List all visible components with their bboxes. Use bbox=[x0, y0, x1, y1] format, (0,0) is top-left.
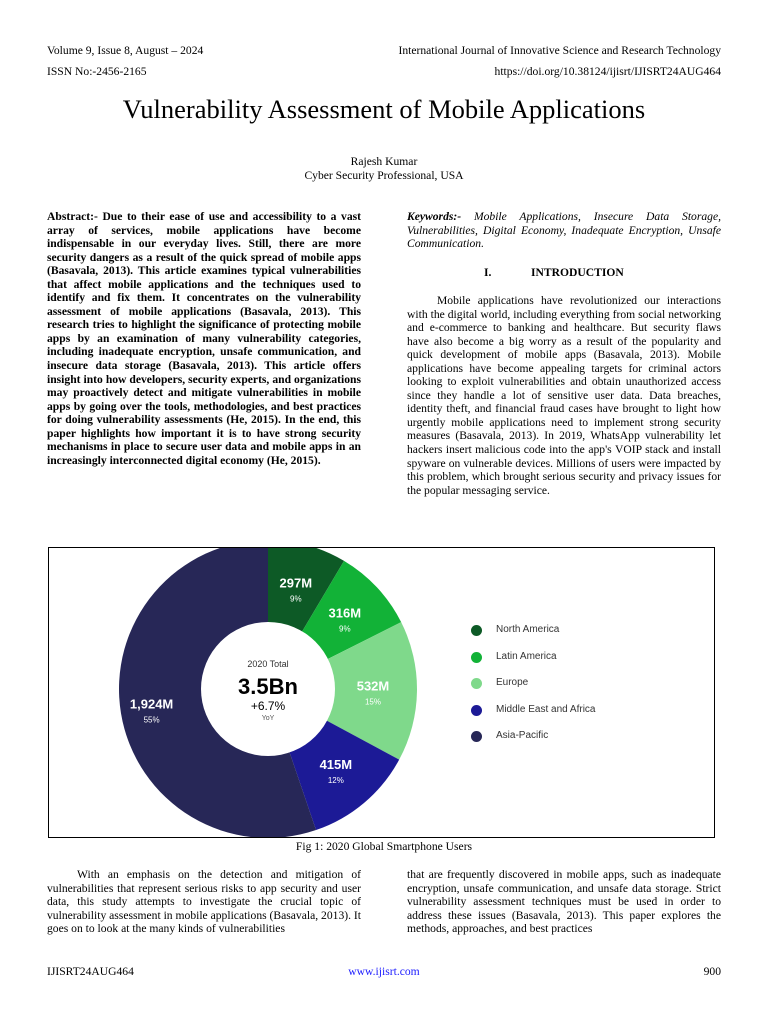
legend-swatch bbox=[471, 678, 482, 689]
slice-percent-label: 15% bbox=[364, 697, 381, 707]
footer-page-number: 900 bbox=[703, 965, 721, 978]
legend-item bbox=[496, 651, 557, 662]
slice-percent-label: 9% bbox=[339, 624, 351, 634]
legend-label: Europe bbox=[496, 677, 529, 688]
slice-value-label: 316M bbox=[328, 605, 362, 621]
legend-label: Middle East and Africa bbox=[496, 703, 596, 715]
header-journal: International Journal of Innovative Science and Research Technology bbox=[398, 44, 721, 57]
intro-paragraph: Mobile applications have revolutionized our interactions with the digital world, including everything from social networking and e-commerce to banking and healthcare. But security flaws have also become a big worry as a result of the popularity and quick development of mobile apps (Basavala, 2013). Mobile applications have become appealing targets for criminal actors looking to exploit vulnerabilities and obtain unauthorized access since they handle a lot of sensitive user data. Data breaches, identity theft, and financial fraud cases have brought to light how urgently mobile applications need to implement strong security measures (Basavala, 2013). In 2019, WhatsApp vulnerability let hackers insert malicious code into the app's VOIP stack and install spyware on vulnerable devices. Millions of users were impacted by this problem, which brought serious security and privacy issues for the popular messaging service. bbox=[407, 294, 721, 497]
keywords-text: Mobile Applications, Insecure Data Storage, Vulnerabilities, Digital Economy, Inadequate Encryption, Unsafe Communication. bbox=[407, 210, 721, 251]
legend-swatch bbox=[471, 705, 482, 716]
pie-chart bbox=[49, 548, 714, 837]
center-change-label: YoY bbox=[261, 715, 275, 722]
page-title: Vulnerability Assessment of Mobile Applications bbox=[122, 94, 646, 124]
header-volume: Volume 9, Issue 8, August – 2024 bbox=[47, 44, 204, 57]
legend-swatch bbox=[471, 731, 482, 742]
legend-label: Asia-Pacific bbox=[496, 730, 549, 741]
slice-percent-label: 9% bbox=[290, 594, 302, 604]
slice-value-label: 1,924M bbox=[129, 696, 174, 712]
section-number: I. bbox=[484, 266, 492, 279]
author-name: Rajesh Kumar bbox=[350, 155, 418, 168]
figure-chart bbox=[48, 547, 715, 838]
header-issn: ISSN No:-2456-2165 bbox=[47, 65, 147, 78]
slice-percent-label: 12% bbox=[327, 776, 344, 786]
bottom-right-paragraph: that are frequently discovered in mobile apps, such as inadequate encryption, unsafe communication, and unsafe data storage. Strict vulnerability assessment techniques must be used in order to address these issues (Basavala, 2013). This paper explores the methods, approaches, and best practices bbox=[407, 868, 721, 936]
bottom-left-paragraph: With an emphasis on the detection and mitigation of vulnerabilities that represent serious risks to app security and user data, this study attempts to investigate the crucial topic of vulnerability assessment in mobile applications (Basavala, 2013). It goes on to look at the many kinds of vulnerabilities bbox=[47, 868, 361, 936]
keywords bbox=[407, 210, 721, 251]
section-title: INTRODUCTION bbox=[531, 266, 624, 279]
legend-item bbox=[496, 677, 528, 688]
center-change: +6.7% bbox=[250, 699, 286, 713]
slice-value-label: 297M bbox=[279, 575, 313, 591]
abstract-label: Abstract:- bbox=[47, 210, 98, 223]
legend-item bbox=[496, 624, 559, 635]
abstract-text: Due to their ease of use and accessibility to a vast array of services, mobile applications have become indispensable in our everyday lives. Still, there are more security dangers as a result of the quick spread of mobile apps (Basavala, 2013). This article examines typical vulnerabilities that affect mobile applications and the techniques used to identify and fix them. It concentrates on the vulnerability assessment of mobile applications (Basavala, 2013). This research tries to highlight the significance of protecting mobile apps by an examination of many vulnerability categories, including inadequate encryption, unsafe communication, and insecure data storage (Basavala, 2013). This article offers insight into how developers, security experts, and organizations may proactively detect and mitigate vulnerabilities in mobile apps by going over the tools, methodologies, and best practices for doing vulnerability assessments (He, 2015). In the end, this paper highlights how important it is to have strong security mechanisms in place to secure user data and mobile apps in an increasingly interconnected digital economy (He, 2015). bbox=[47, 210, 361, 467]
center-value: 3.5Bn bbox=[238, 674, 298, 699]
slice-value-label: 532M bbox=[356, 678, 390, 694]
center-label: 2020 Total bbox=[247, 659, 289, 669]
legend-label: Latin America bbox=[496, 650, 557, 662]
keywords-label: Keywords:- bbox=[407, 210, 462, 223]
abstract bbox=[47, 210, 361, 467]
slice-value-label: 415M bbox=[319, 757, 353, 773]
legend-swatch bbox=[471, 625, 482, 636]
author-affiliation: Cyber Security Professional, USA bbox=[304, 169, 464, 182]
header-doi[interactable]: https://doi.org/10.38124/ijisrt/IJISRT24AUG464 bbox=[494, 65, 721, 78]
legend-item bbox=[496, 704, 596, 715]
footer-site-link[interactable]: www.ijisrt.com bbox=[348, 965, 420, 978]
legend-item bbox=[496, 730, 548, 741]
figure-caption: Fig 1: 2020 Global Smartphone Users bbox=[295, 840, 473, 853]
legend-label: North America bbox=[496, 624, 560, 635]
slice-percent-label: 55% bbox=[143, 715, 160, 725]
footer-code: IJISRT24AUG464 bbox=[47, 965, 134, 978]
legend-swatch bbox=[471, 652, 482, 663]
